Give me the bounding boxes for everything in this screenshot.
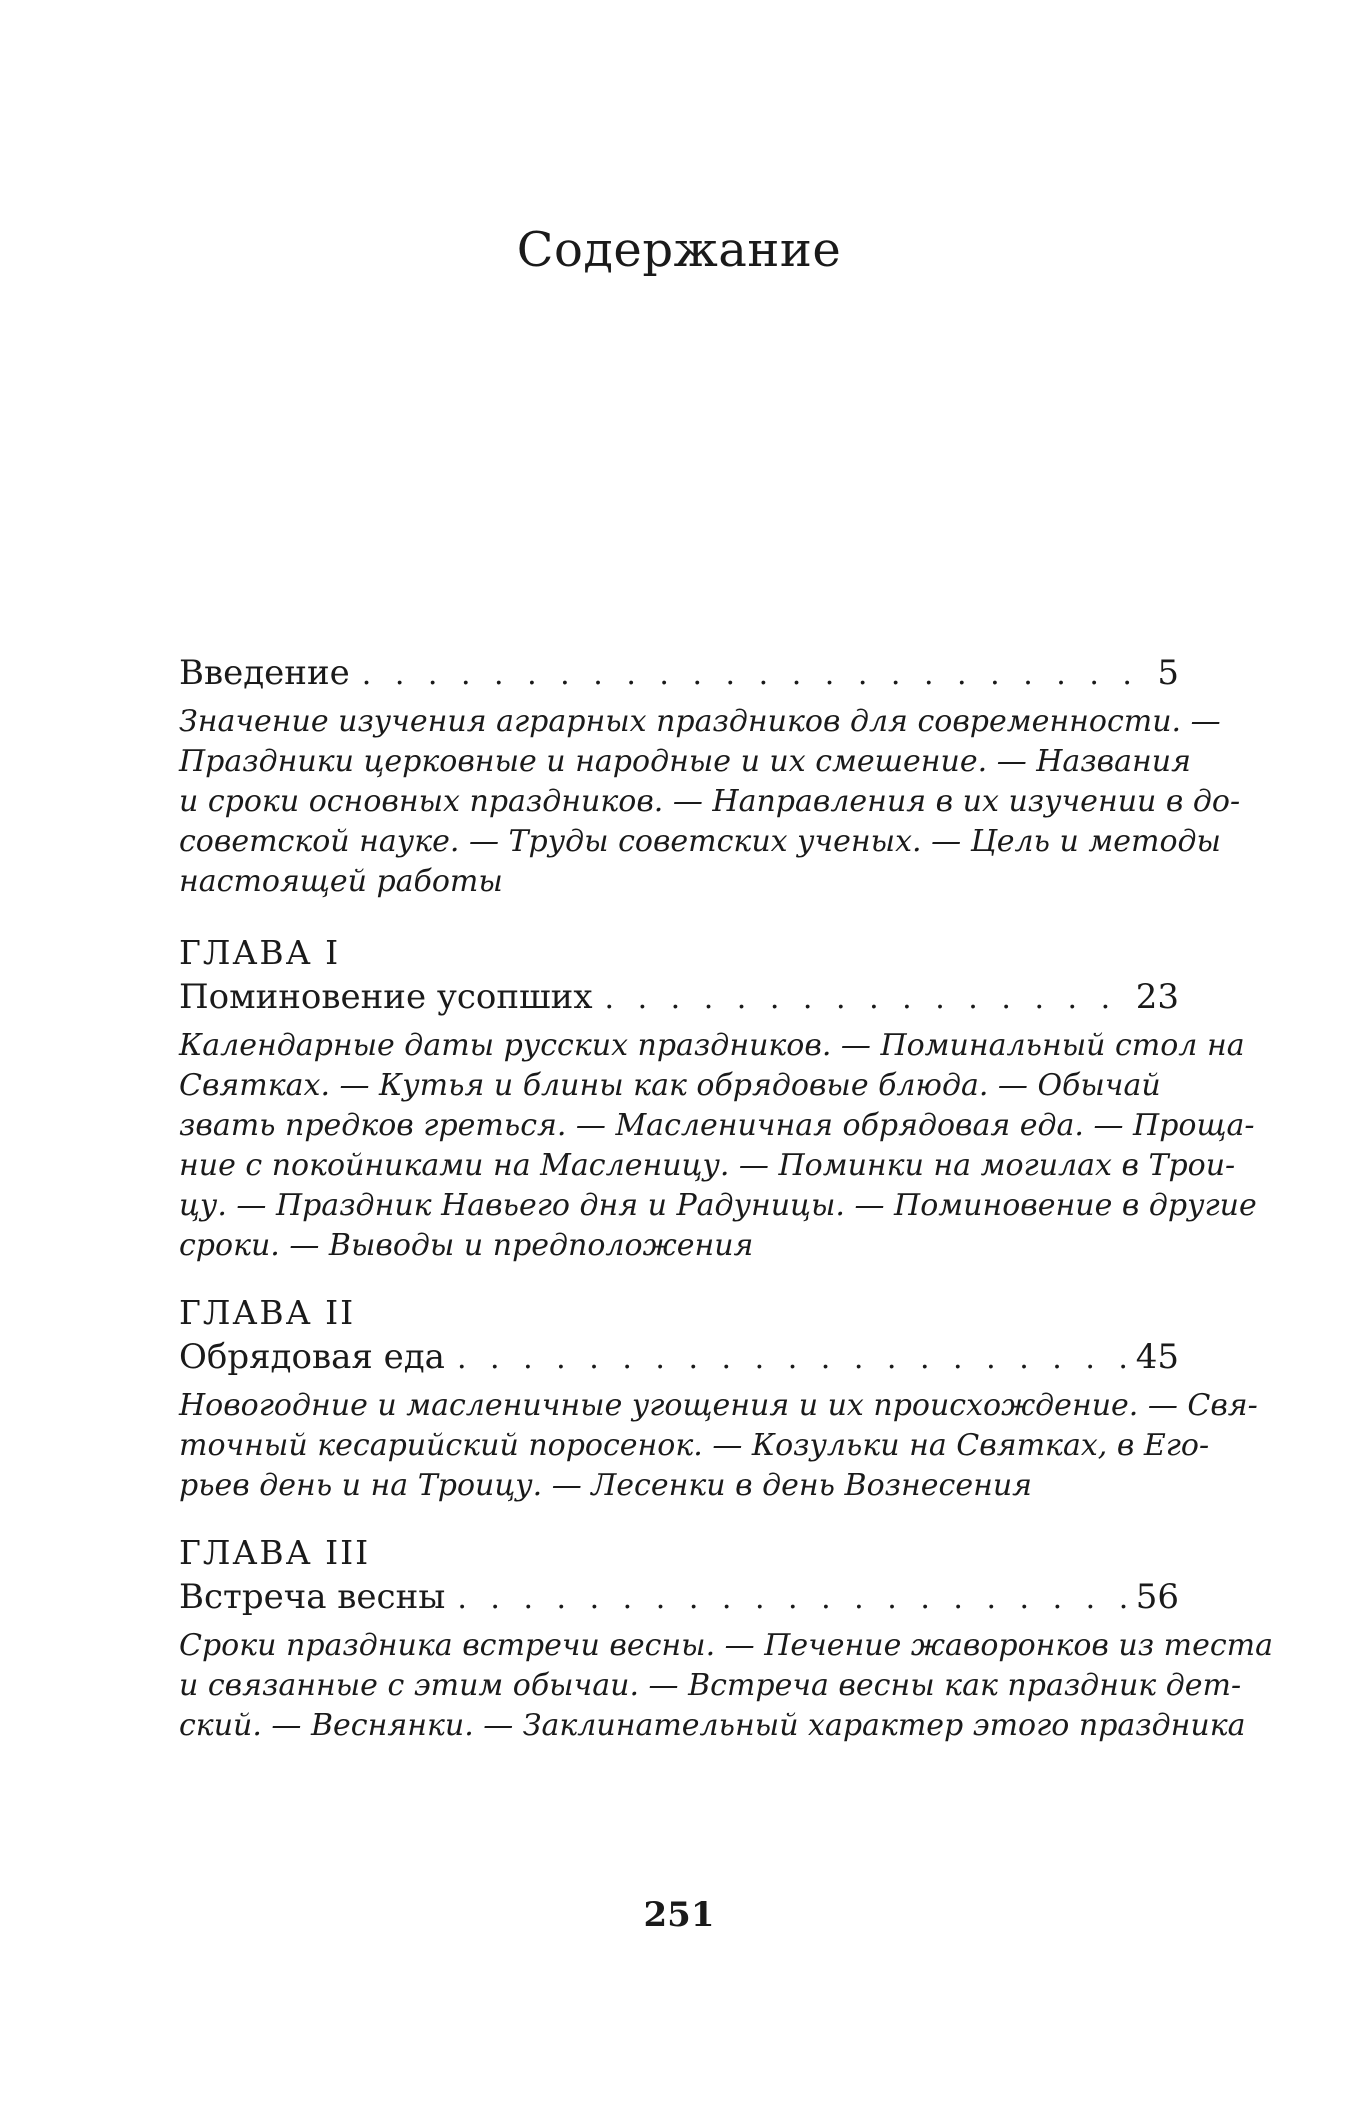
toc-heading-row[interactable] [179,1334,1179,1380]
summary-line: настоящей работы [179,864,503,899]
dot-leader [457,1336,1130,1382]
toc-page-number: 5 [1157,653,1179,693]
table-of-contents [179,650,1273,1746]
summary-line: ние с покойниками на Масленицу. — Поминки на могилах в Трои- [179,1148,1236,1183]
chapter-label: ГЛАВА II [179,1293,356,1332]
chapter-label: ГЛАВА III [179,1533,371,1572]
toc-entry-chapter-2 [179,1292,1258,1506]
summary-line: Календарные даты русских праздников. — Поминальный стол на [179,1028,1245,1063]
toc-entry-title: Встреча весны [179,1577,446,1617]
summary-line: Праздники церковные и народные и их смешение. — Названия [179,744,1191,779]
summary-line: Святках. — Кутья и блины как обрядовые блюда. — Обычай [179,1068,1161,1103]
summary-line: Сроки праздника встречи весны. — Печение жаворонков из теста [179,1628,1273,1663]
toc-page-number: 45 [1135,1337,1179,1377]
summary-line: рьев день и на Троицу. — Лесенки в день Вознесения [179,1468,1033,1503]
summary-line: ский. — Веснянки. — Заклинательный характер этого праздника [179,1708,1246,1743]
toc-heading-row[interactable] [179,1574,1179,1620]
summary-line: сроки. — Выводы и предположения [179,1228,754,1263]
dot-leader [457,1576,1129,1622]
toc-page-number: 56 [1135,1577,1179,1617]
toc-entry-summary [179,1626,1273,1746]
toc-heading-row[interactable] [179,650,1179,696]
toc-entry-summary [179,702,1241,902]
toc-entry-summary [179,1386,1258,1506]
summary-line: советской науке. — Труды советских ученых. — Цель и методы [179,824,1221,859]
toc-entry-introduction [179,650,1241,902]
toc-entry-summary [179,1026,1257,1266]
toc-entry-title: Поминовение усопших [179,977,593,1017]
toc-entry-title: Обрядовая еда [179,1337,445,1377]
summary-line: цу. — Праздник Навьего дня и Радуницы. — Поминовение в другие [179,1188,1257,1223]
page-title: Содержание [516,222,842,278]
dot-leader [362,652,1152,698]
toc-heading-row[interactable] [179,974,1179,1020]
summary-line: точный кесарийский поросенок. — Козульки на Святках, в Его- [179,1428,1210,1463]
chapter-label: ГЛАВА I [179,933,341,972]
summary-line: звать предков греться. — Масленичная обрядовая еда. — Проща- [179,1108,1255,1143]
summary-line: Новогодние и масленичные угощения и их происхождение. — Свя- [179,1388,1258,1423]
summary-line: Значение изучения аграрных праздников для современности. — [179,704,1221,739]
summary-line: и сроки основных праздников. — Направления в их изучении в до- [179,784,1241,819]
page-number-footer: 251 [643,1895,715,1935]
summary-line: и связанные с этим обычаи. — Встреча весны как праздник дет- [179,1668,1242,1703]
toc-entry-title: Введение [179,653,350,693]
toc-entry-chapter-1 [179,932,1257,1266]
toc-page-number: 23 [1135,977,1179,1017]
dot-leader [605,976,1130,1022]
toc-entry-chapter-3 [179,1532,1273,1746]
